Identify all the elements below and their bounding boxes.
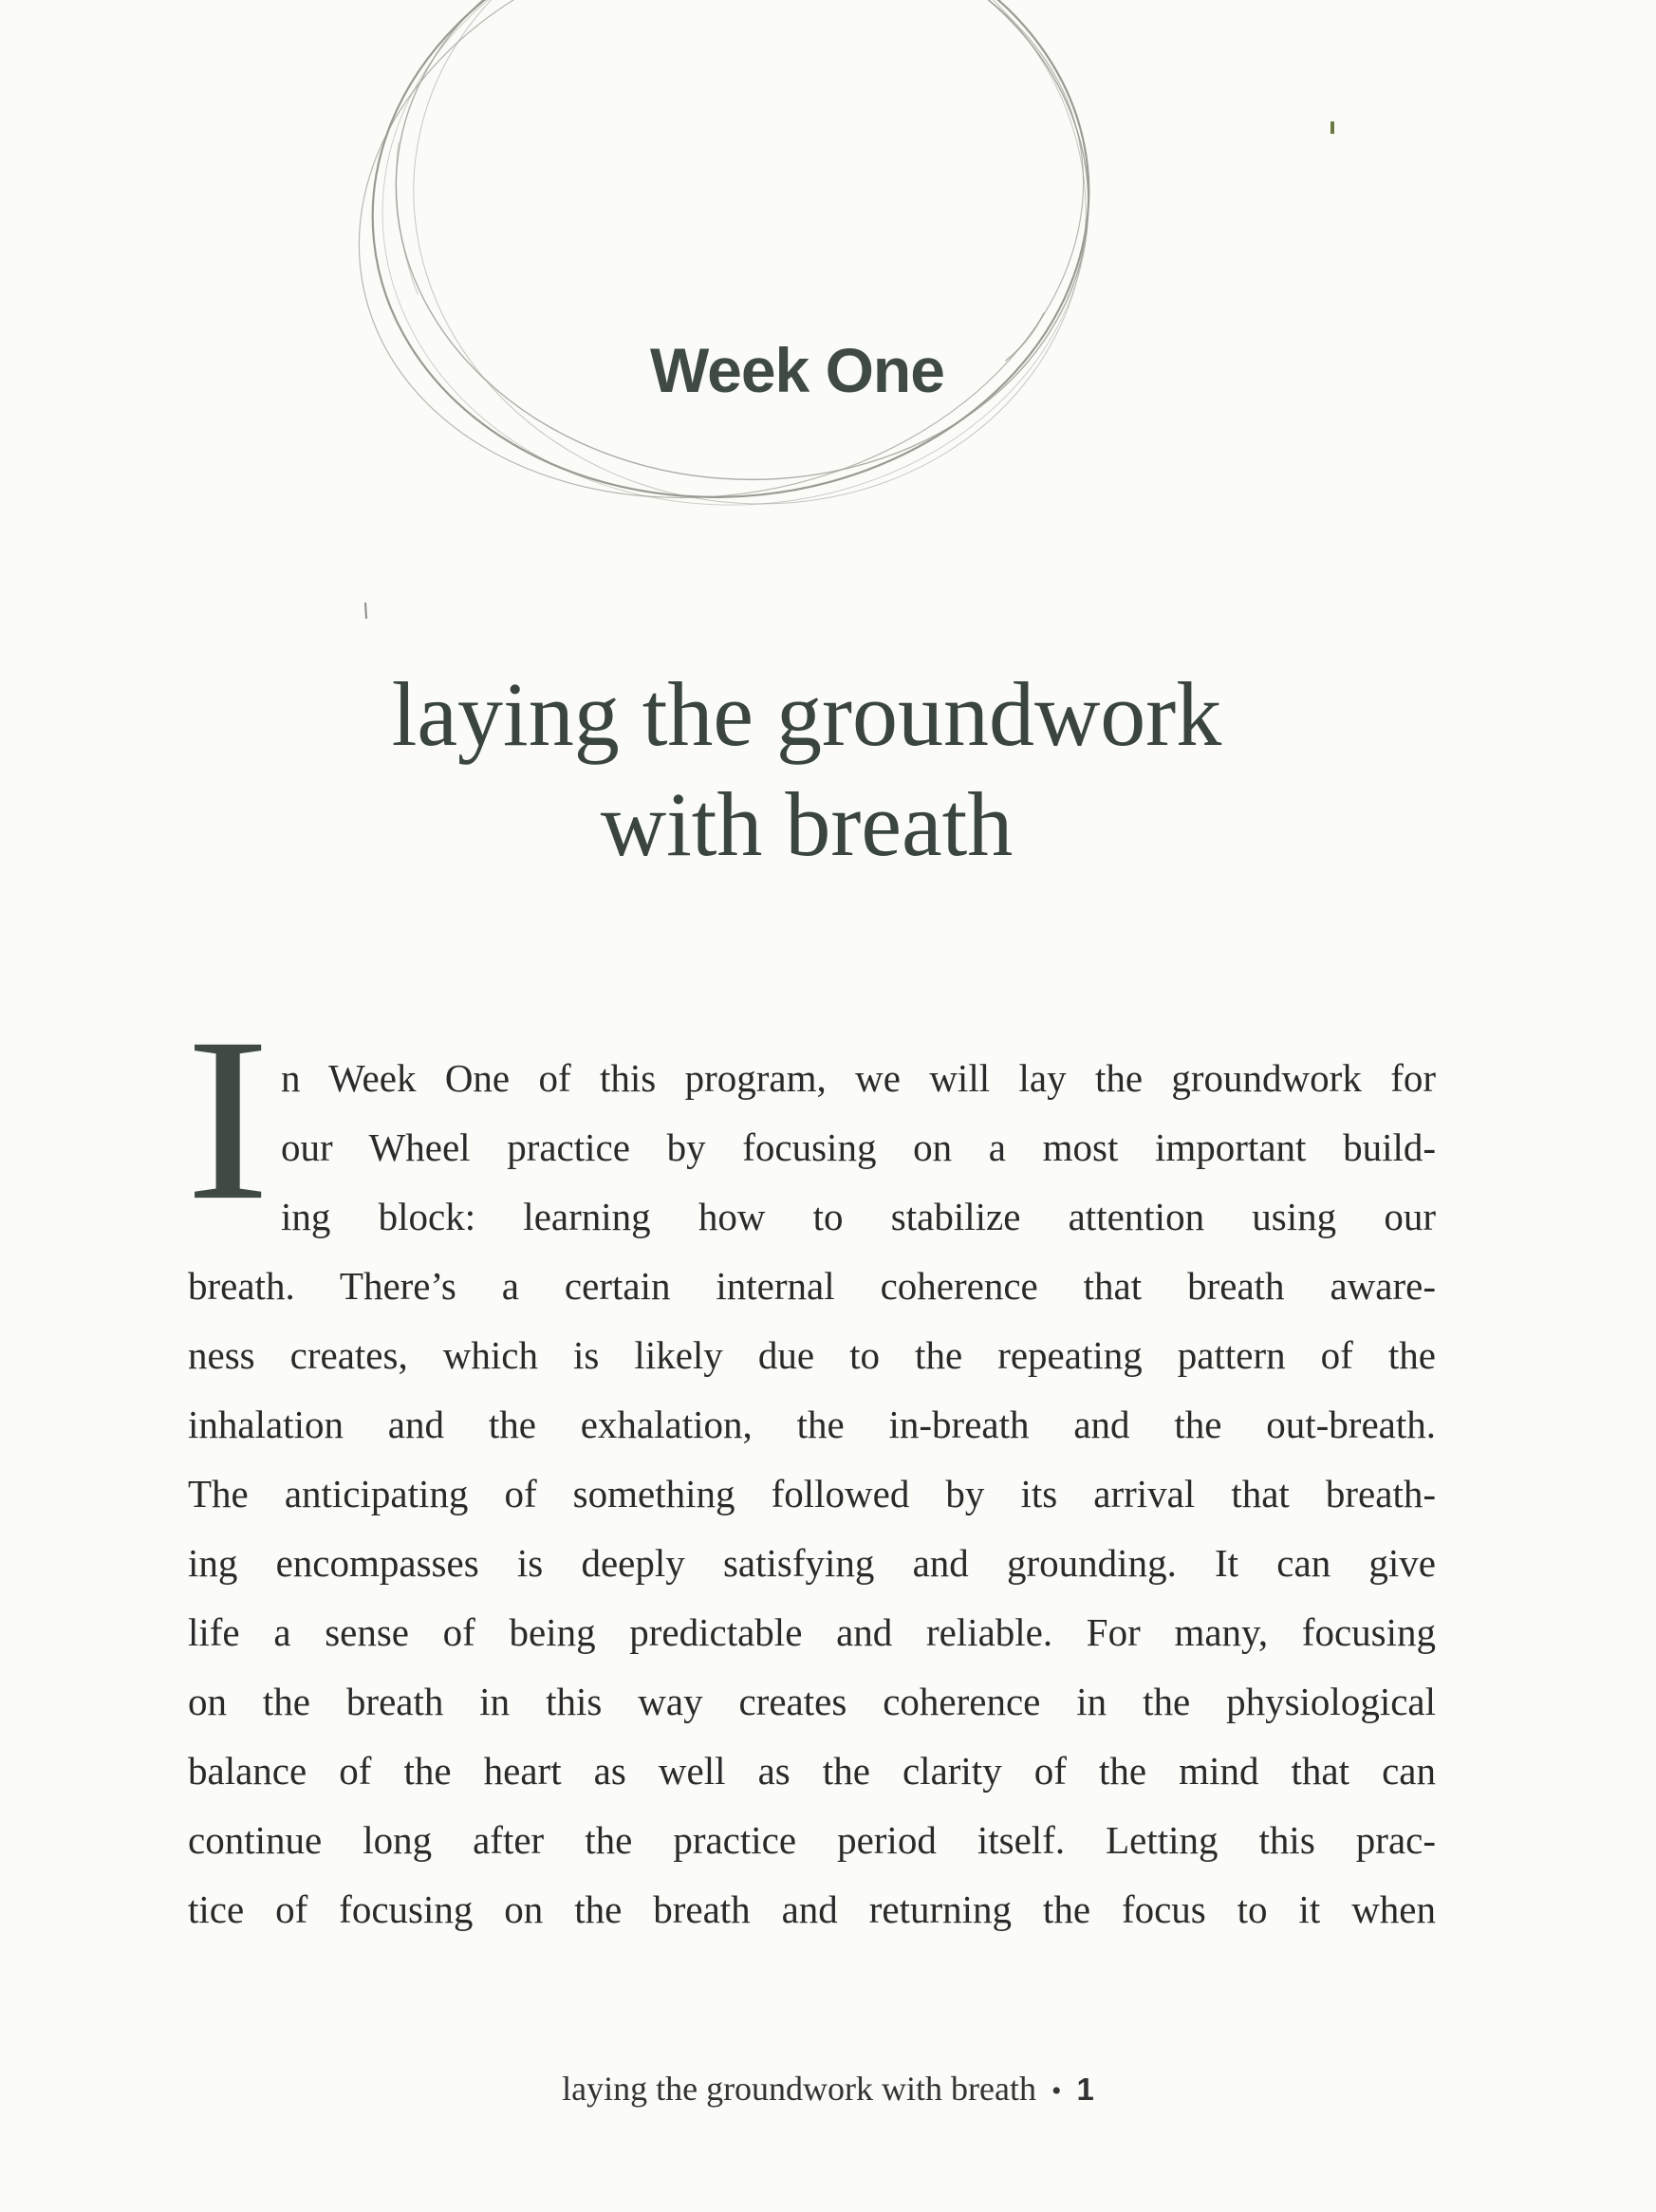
body-line: tice of focusing on the breath and returning the focus to it when	[188, 1887, 1436, 1931]
body-line: breath. There’s a certain internal coherence that breath aware-	[188, 1264, 1436, 1308]
footer-bullet: •	[1051, 2075, 1062, 2107]
body-line: balance of the heart as well as the clarity of the mind that can	[188, 1749, 1436, 1793]
body-line: ing block: learning how to stabilize attention using our	[281, 1195, 1436, 1238]
week-label: Week One	[650, 335, 944, 405]
body-line: n Week One of this program, we will lay the groundwork for	[281, 1056, 1436, 1100]
running-title: laying the groundwork with breath	[562, 2070, 1036, 2108]
body-line: inhalation and the exhalation, the in-breath and the out-breath.	[188, 1403, 1436, 1446]
body-line: ing encompasses is deeply satisfying and grounding. It can give	[188, 1541, 1436, 1585]
body-paragraph	[188, 1044, 1436, 1944]
body-line: continue long after the practice period itself. Letting this prac-	[188, 1818, 1436, 1862]
drop-cap-letter: I	[185, 1025, 270, 1234]
body-line: ness creates, which is likely due to the repeating pattern of the	[188, 1333, 1436, 1377]
chapter-title	[285, 660, 1329, 880]
page-footer	[0, 2069, 1656, 2109]
body-line: life a sense of being predictable and reliable. For many, focusing	[188, 1610, 1436, 1654]
chapter-title-line-2: with breath	[600, 773, 1014, 875]
sketched-circle-ornament	[0, 0, 1656, 664]
chapter-title-line-1: laying the groundwork	[391, 663, 1222, 765]
body-line: on the breath in this way creates coherence in the physiological	[188, 1680, 1436, 1723]
body-line: The anticipating of something followed by its arrival that breath-	[188, 1472, 1436, 1515]
body-line: our Wheel practice by focusing on a most important build-	[281, 1125, 1436, 1169]
page-number: 1	[1076, 2072, 1094, 2107]
